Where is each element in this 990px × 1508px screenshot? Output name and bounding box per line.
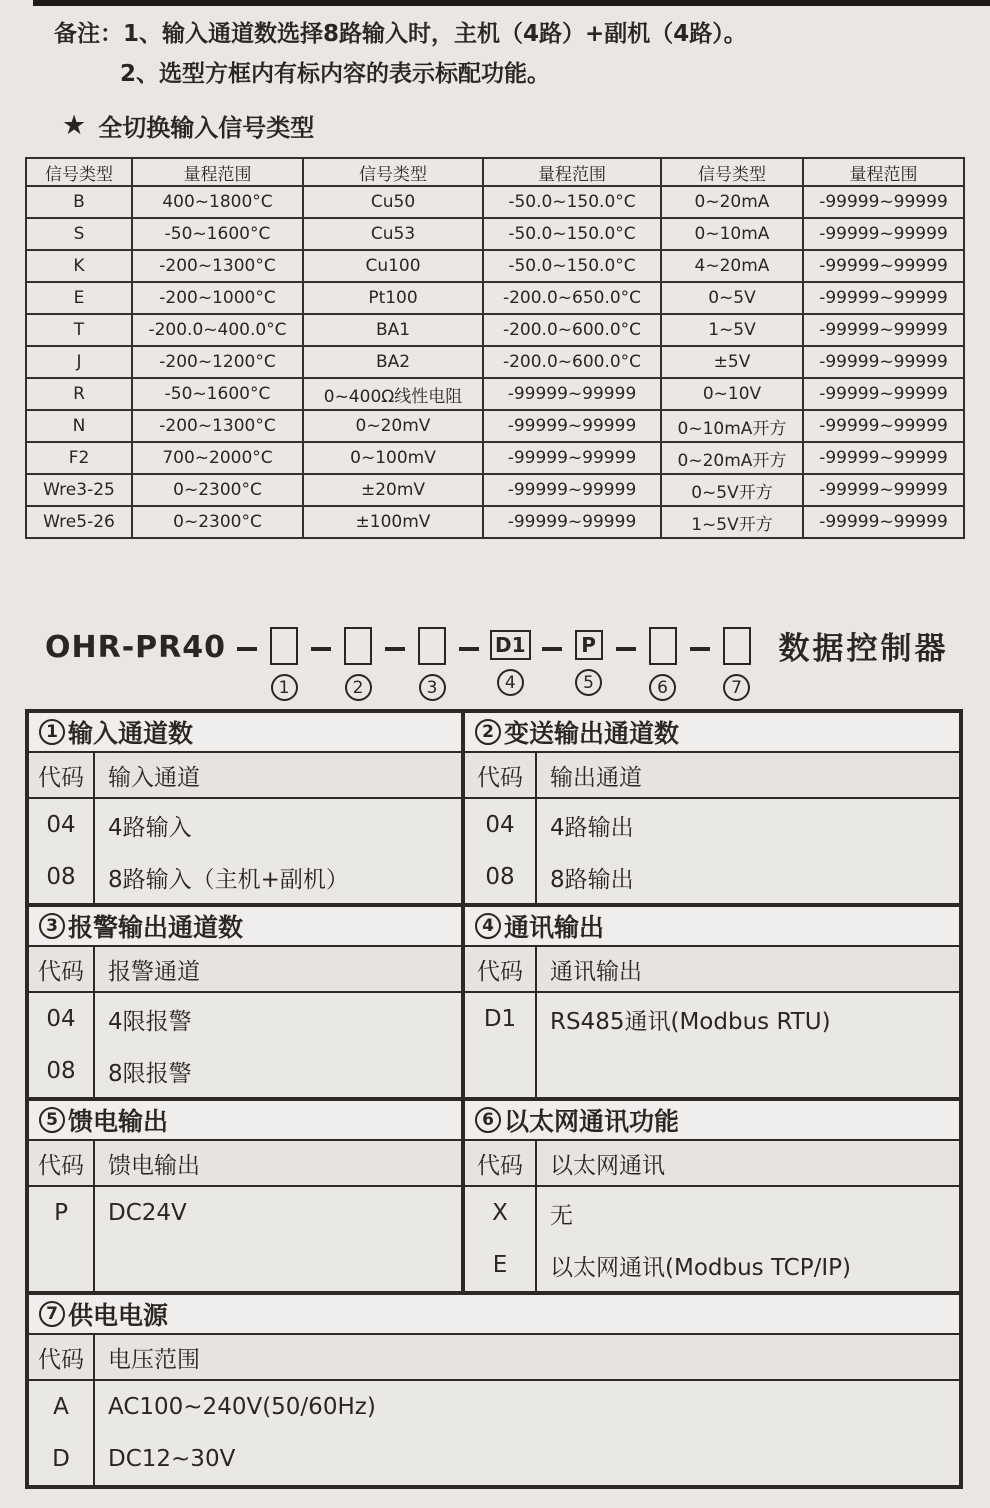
table-cell: 0~5V开方 (661, 474, 803, 506)
column-header: 量程范围 (132, 158, 303, 186)
remark-line-2: 2、选型方框内有标内容的表示标配功能。 (120, 61, 551, 87)
model-slot-2 (342, 627, 374, 701)
table-cell: Cu53 (303, 218, 483, 250)
code-column (465, 993, 537, 1097)
column-header: 量程范围 (803, 158, 964, 186)
table-row (26, 250, 964, 282)
desc-column (537, 993, 959, 1097)
table-cell: -200.0~600.0°C (483, 314, 661, 346)
code-column (29, 1381, 95, 1485)
table-cell: -200.0~650.0°C (483, 282, 661, 314)
code-column (29, 993, 95, 1097)
option-table-title (465, 907, 959, 947)
table-cell: BA2 (303, 346, 483, 378)
option-table-input-channels (25, 709, 465, 907)
table-row (26, 346, 964, 378)
option-title-text: 输入通道数 (68, 719, 194, 748)
table-cell: B (26, 186, 132, 218)
table-cell: 0~20mA (661, 186, 803, 218)
circled-number-1: 1 (271, 674, 298, 701)
code-value: E (492, 1252, 508, 1278)
option-table-header (465, 1141, 959, 1187)
desc-header: 输入通道 (108, 764, 200, 791)
code-column (465, 799, 537, 903)
table-row (26, 378, 964, 410)
star-icon: ★ (62, 110, 87, 141)
option-title-text: 馈电输出 (68, 1107, 169, 1136)
option-box-5: P (575, 630, 603, 660)
desc-column (537, 799, 959, 903)
table-cell: R (26, 378, 132, 410)
ordering-option-tables (25, 709, 963, 1489)
column-header: 信号类型 (303, 158, 483, 186)
option-box-4: D1 (490, 630, 531, 660)
table-cell: K (26, 250, 132, 282)
dash (542, 647, 562, 651)
table-cell: 0~2300°C (132, 506, 303, 538)
code-column (465, 1187, 537, 1291)
option-table-communication-output (461, 903, 963, 1101)
code-header: 代码 (29, 947, 95, 991)
table-cell: 700~2000°C (132, 442, 303, 474)
remarks-label: 备注： (54, 21, 123, 47)
table-cell: -99999~99999 (803, 186, 964, 218)
column-header: 量程范围 (483, 158, 661, 186)
table-cell: -99999~99999 (483, 506, 661, 538)
desc-header: 以太网通讯 (550, 1152, 665, 1179)
table-cell: 0~10mA开方 (661, 410, 803, 442)
option-table-title (465, 713, 959, 753)
option-table-title (465, 1101, 959, 1141)
desc-column (95, 1187, 461, 1291)
option-table-header (465, 947, 959, 993)
table-cell: -50.0~150.0°C (483, 218, 661, 250)
code-value: 04 (485, 812, 515, 838)
option-box-1 (270, 627, 298, 665)
circled-number-6: 6 (649, 674, 676, 701)
option-table-header (465, 753, 959, 799)
table-cell: 4~20mA (661, 250, 803, 282)
option-table-body (465, 993, 959, 1097)
table-cell: -50.0~150.0°C (483, 186, 661, 218)
code-column (29, 799, 95, 903)
option-table-header (29, 1335, 959, 1381)
table-cell: Wre3-25 (26, 474, 132, 506)
table-row (26, 186, 964, 218)
option-table-header (29, 753, 461, 799)
table-cell: 1~5V (661, 314, 803, 346)
table-cell: Wre5-26 (26, 506, 132, 538)
table-cell: -50~1600°C (132, 218, 303, 250)
circled-number-5: 5 (575, 669, 602, 696)
table-cell: 0~100mV (303, 442, 483, 474)
table-cell: 1~5V开方 (661, 506, 803, 538)
option-band-3 (25, 1097, 963, 1295)
desc-header: 馈电输出 (108, 1152, 200, 1179)
option-table-title (29, 1101, 461, 1141)
table-cell: -99999~99999 (803, 378, 964, 410)
code-value: 08 (485, 864, 515, 890)
column-header: 信号类型 (26, 158, 132, 186)
table-cell: T (26, 314, 132, 346)
signal-table-body (26, 186, 964, 538)
table-cell: 400~1800°C (132, 186, 303, 218)
option-table-body (465, 799, 959, 903)
table-cell: 0~10mA (661, 218, 803, 250)
code-header: 代码 (465, 1141, 537, 1185)
code-value: P (54, 1200, 68, 1226)
table-cell: 0~10V (661, 378, 803, 410)
option-table-title (29, 1295, 959, 1335)
model-slot-3 (416, 627, 448, 701)
table-cell: -200~1000°C (132, 282, 303, 314)
table-row (26, 314, 964, 346)
table-cell: -50~1600°C (132, 378, 303, 410)
dash (385, 647, 405, 651)
column-header: 信号类型 (661, 158, 803, 186)
option-table-header (29, 947, 461, 993)
desc-column (95, 993, 461, 1097)
dash (459, 647, 479, 651)
code-header: 代码 (29, 753, 95, 797)
table-cell: Cu100 (303, 250, 483, 282)
table-cell: -99999~99999 (483, 378, 661, 410)
option-box-2 (344, 627, 372, 665)
model-slot-7 (721, 627, 753, 701)
option-table-feed-power-output (25, 1097, 465, 1295)
table-cell: -99999~99999 (803, 442, 964, 474)
option-table-body (29, 799, 461, 903)
table-cell: -200~1300°C (132, 410, 303, 442)
table-cell: 0~20mV (303, 410, 483, 442)
table-cell: S (26, 218, 132, 250)
code-value: 04 (46, 812, 76, 838)
option-box-3 (418, 627, 446, 665)
table-cell: -200.0~400.0°C (132, 314, 303, 346)
desc-value: 8限报警 (108, 1060, 192, 1087)
table-cell: ±5V (661, 346, 803, 378)
table-row (26, 282, 964, 314)
circled-number-3: 3 (419, 674, 446, 701)
table-cell: F2 (26, 442, 132, 474)
model-slot-6 (647, 627, 679, 701)
table-row (26, 474, 964, 506)
table-cell: Pt100 (303, 282, 483, 314)
dash (311, 647, 331, 651)
table-header-row (26, 158, 964, 186)
table-cell: 0~20mA开方 (661, 442, 803, 474)
desc-value: 8路输出 (550, 866, 634, 893)
option-table-body (29, 993, 461, 1097)
code-header: 代码 (465, 753, 537, 797)
circled-number-7: 7 (723, 674, 750, 701)
desc-column (95, 1381, 959, 1485)
circled-number: 7 (39, 1301, 65, 1327)
option-table-title (29, 907, 461, 947)
table-cell: ±100mV (303, 506, 483, 538)
dash (690, 647, 710, 651)
code-value: D1 (483, 1006, 517, 1032)
model-slot-5 (573, 627, 605, 696)
option-band-1 (25, 709, 963, 907)
option-table-power-supply (25, 1291, 963, 1489)
table-cell: 0~400Ω线性电阻 (303, 378, 483, 410)
remark-line-1 (54, 14, 990, 54)
code-header: 代码 (29, 1335, 95, 1379)
circled-number: 4 (475, 913, 501, 939)
desc-header: 通讯输出 (550, 958, 642, 985)
section-heading-signal-types (62, 108, 990, 143)
model-slot-1 (268, 627, 300, 701)
option-table-alarm-output-channels (25, 903, 465, 1101)
table-cell: -99999~99999 (803, 474, 964, 506)
table-cell: -99999~99999 (483, 474, 661, 506)
code-column (29, 1187, 95, 1291)
table-cell: -99999~99999 (803, 410, 964, 442)
option-table-title (29, 713, 461, 753)
option-table-body (29, 1187, 461, 1291)
table-cell: -99999~99999 (803, 218, 964, 250)
option-table-body (465, 1187, 959, 1291)
code-header: 代码 (465, 947, 537, 991)
option-title-text: 报警输出通道数 (68, 913, 244, 942)
option-table-ethernet-communication (461, 1097, 963, 1295)
desc-header: 电压范围 (108, 1346, 200, 1373)
desc-header: 输出通道 (550, 764, 642, 791)
remark-1-text: 1、输入通道数选择8路输入时，主机（4路）+副机（4路）。 (123, 21, 747, 47)
desc-value: AC100~240V(50/60Hz) (108, 1394, 376, 1420)
table-cell: Cu50 (303, 186, 483, 218)
section-heading-text: 全切换输入信号类型 (98, 114, 315, 142)
desc-value: 4路输入 (108, 814, 192, 841)
desc-value: 以太网通讯(Modbus TCP/IP) (550, 1254, 851, 1281)
signal-type-table (25, 157, 965, 539)
desc-value: 无 (550, 1202, 573, 1229)
table-cell: -99999~99999 (803, 346, 964, 378)
top-rule (33, 0, 990, 6)
table-cell: -99999~99999 (803, 282, 964, 314)
model-prefix: OHR-PR40 (45, 630, 226, 665)
code-value: X (492, 1200, 508, 1226)
desc-value: DC12~30V (108, 1446, 236, 1472)
code-value: A (53, 1394, 69, 1420)
table-cell: -99999~99999 (483, 410, 661, 442)
table-cell: -200~1200°C (132, 346, 303, 378)
desc-value: RS485通讯(Modbus RTU) (550, 1008, 831, 1035)
circled-number: 5 (39, 1107, 65, 1133)
table-cell: -99999~99999 (803, 250, 964, 282)
table-cell: -50.0~150.0°C (483, 250, 661, 282)
remarks (0, 0, 990, 94)
option-table-body (29, 1381, 959, 1485)
table-cell: 0~2300°C (132, 474, 303, 506)
circled-number: 2 (475, 719, 501, 745)
desc-value: 4路输出 (550, 814, 634, 841)
desc-header: 报警通道 (108, 958, 200, 985)
option-title-text: 供电电源 (68, 1301, 169, 1330)
circled-number: 6 (475, 1107, 501, 1133)
model-suffix: 数据控制器 (778, 631, 949, 667)
desc-value: DC24V (108, 1200, 187, 1226)
model-ordering-code (45, 627, 990, 701)
option-band-4 (25, 1291, 963, 1489)
option-title-text: 变送输出通道数 (504, 719, 680, 748)
circled-number: 1 (39, 719, 65, 745)
dash (237, 647, 257, 651)
dash (616, 647, 636, 651)
table-row (26, 410, 964, 442)
code-value: 04 (46, 1006, 76, 1032)
option-table-transmit-output-channels (461, 709, 963, 907)
code-header: 代码 (29, 1141, 95, 1185)
circled-number: 3 (39, 913, 65, 939)
table-cell: -99999~99999 (803, 314, 964, 346)
option-title-text: 以太网通讯功能 (504, 1107, 680, 1136)
desc-value: 8路输入（主机+副机） (108, 866, 349, 893)
code-value: 08 (46, 864, 76, 890)
circled-number-2: 2 (345, 674, 372, 701)
table-cell: -99999~99999 (803, 506, 964, 538)
model-slot-4 (490, 627, 531, 696)
table-row (26, 218, 964, 250)
circled-number-4: 4 (497, 669, 524, 696)
table-cell: -200~1300°C (132, 250, 303, 282)
table-row (26, 506, 964, 538)
desc-column (537, 1187, 959, 1291)
signal-table-header (26, 158, 964, 186)
option-band-2 (25, 903, 963, 1101)
table-cell: 0~5V (661, 282, 803, 314)
table-cell: BA1 (303, 314, 483, 346)
table-cell: -200.0~600.0°C (483, 346, 661, 378)
option-box-6 (649, 627, 677, 665)
code-value: 08 (46, 1058, 76, 1084)
option-title-text: 通讯输出 (504, 913, 605, 942)
table-cell: ±20mV (303, 474, 483, 506)
desc-column (95, 799, 461, 903)
table-cell: N (26, 410, 132, 442)
table-row (26, 442, 964, 474)
code-value: D (52, 1446, 70, 1472)
table-cell: E (26, 282, 132, 314)
option-table-header (29, 1141, 461, 1187)
desc-value: 4限报警 (108, 1008, 192, 1035)
table-cell: J (26, 346, 132, 378)
option-box-7 (723, 627, 751, 665)
table-cell: -99999~99999 (483, 442, 661, 474)
